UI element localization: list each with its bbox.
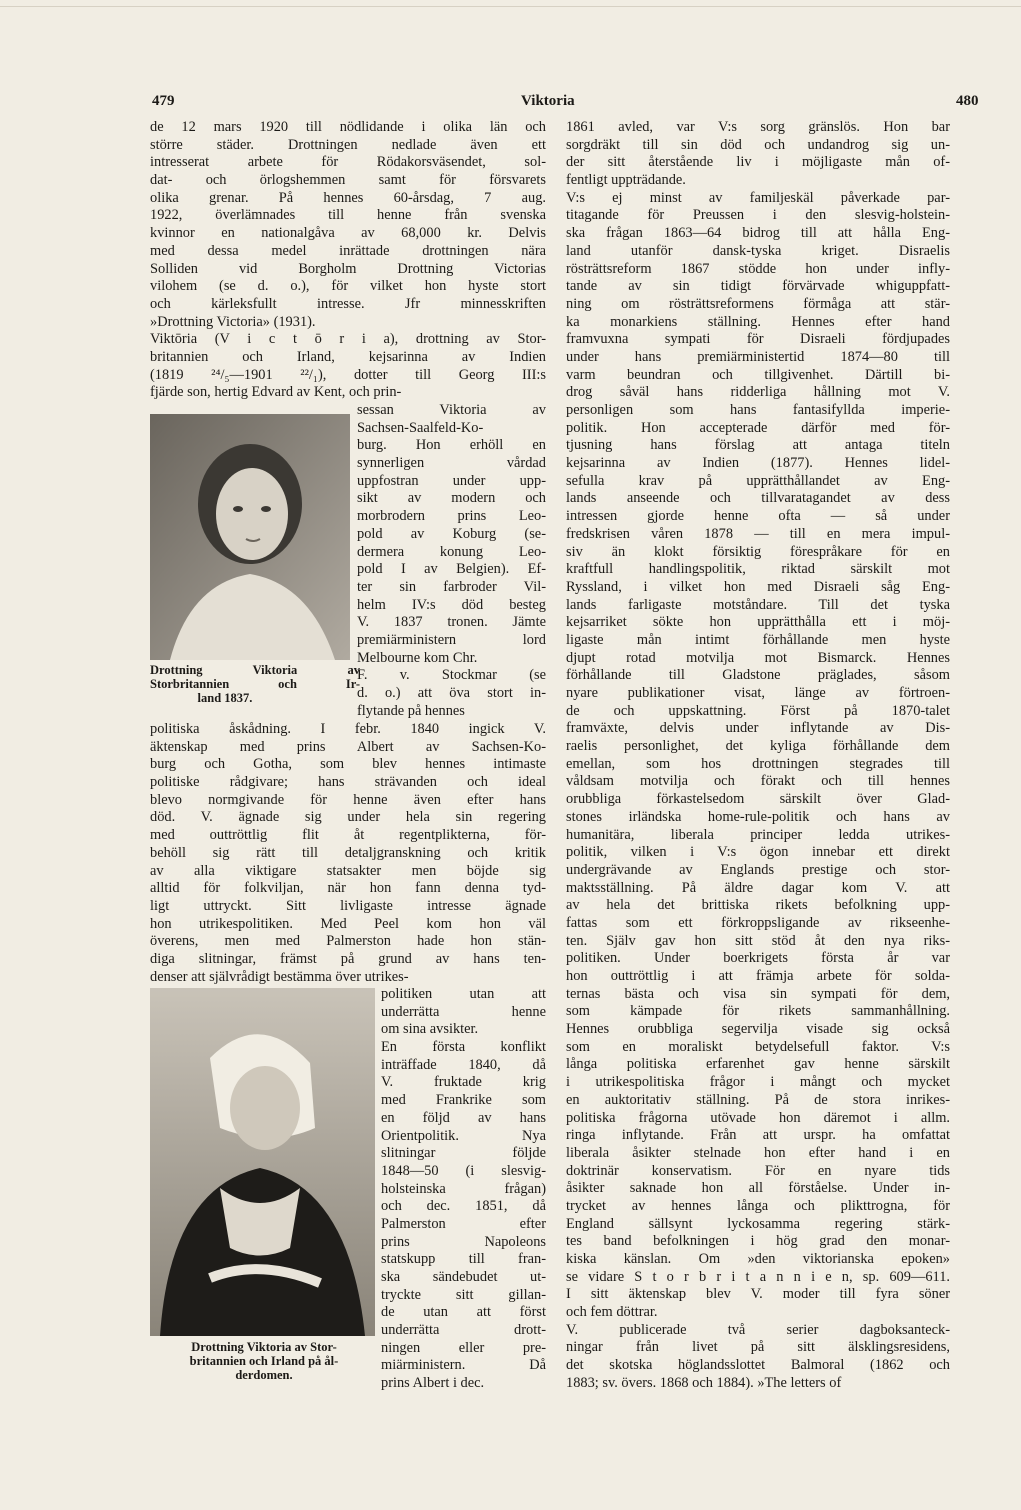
text-line: våldsam motvilja och förakt och till hennes [566, 773, 950, 790]
text-line: intresserat arbete för Rödakorsväsendet, sol- [150, 154, 546, 171]
text-line: V. fruktade krig [381, 1074, 546, 1091]
text-line: tjusning hans förslag att antaga titeln [566, 437, 950, 454]
text-line: kvinnor en nationalgåva av 68,000 kr. Delvis [150, 225, 546, 242]
text-line: ternas bästa och visa sin sympati för dem, [566, 985, 950, 1002]
caption-2-line: Drottning Viktoria av Stor- [191, 1340, 337, 1354]
text-line: överens, men med Palmerston hade hon stän- [150, 933, 546, 950]
text-line: underrätta henne [381, 1003, 546, 1020]
text-line: stones irländska home-rule-politik och hans av [566, 808, 950, 825]
text-line: åsikter saknade hon all förståelse. Under in- [566, 1180, 950, 1197]
text-line: politiska åskådning. I febr. 1840 ingick V. [150, 721, 546, 737]
text-line: ringa inflytande. Från att urspr. ha omfattat [566, 1127, 950, 1144]
text-line: sorgdräkt till sin död och undandrog sig un- [566, 136, 950, 153]
text-line: ska frågan 1863—64 bidrog till att hålla Eng- [566, 225, 950, 242]
text-line: maktsställning. På äldre dagar kom V. att [566, 879, 950, 896]
text-line: der sitt återstående liv i möjligaste mån of- [566, 154, 950, 171]
text-line: siv än klokt försiktig förespråkare för en [566, 543, 950, 560]
text-line: sefulla krav på upprätthållandet av Eng- [566, 472, 950, 489]
text-line: premiärministern lord [357, 631, 546, 648]
portrait-young-queen [150, 414, 350, 660]
portrait-elder-queen-image [150, 988, 375, 1336]
text-line: en auktoritativ ställning. På de stora inrikes- [566, 1091, 950, 1108]
text-line: framväxte, delvis under inflytande av Dis- [566, 720, 950, 737]
text-line: land utanför dansk-tyska kriget. Disraelis [566, 242, 950, 259]
text-line: och dec. 1851, då [381, 1198, 546, 1215]
text-line: Orientpolitik. Nya [381, 1127, 546, 1144]
text-line: lands anseende och tillvaratagandet av dess [566, 490, 950, 507]
left-column-wrap-1 [357, 402, 546, 720]
text-line: Palmerston efter [381, 1215, 546, 1232]
text-line: som en moraliskt betydelsefull faktor. V:s [566, 1038, 950, 1055]
text-line: politik, vilken i V:s ögon innebar ett direkt [566, 844, 950, 861]
text-line: morbrodern prins Leo- [357, 508, 546, 525]
text-line: ka monarkiens ställning. Hennes efter hand [566, 313, 950, 330]
caption-2-line: britannien och Irland på ål- [189, 1354, 339, 1368]
text-line: Sachsen-Saalfeld-Ko- [357, 419, 484, 436]
caption-2-line: derdomen. [235, 1368, 293, 1382]
text-line: kraftfull handlingspolitik, riktad särskilt mot [566, 561, 950, 578]
text-line: det skotska höglandsslottet Balmoral (1862 och [566, 1357, 950, 1374]
text-line: 1861 avled, var V:s sorg gränslös. Hon bar [566, 119, 950, 135]
text-line: England sällsynt lyckosamma regering stärk- [566, 1215, 950, 1232]
text-line: under hans premiärministertid 1874—80 till [566, 348, 950, 365]
text-line: Solliden vid Borgholm Drottning Victorias [150, 260, 546, 277]
text-line: uppfostran under upp- [357, 472, 546, 489]
text-line: I sitt äktenskap blev V. moder till fyra söner [566, 1286, 950, 1303]
text-line: V. 1837 tronen. Jämte [357, 614, 546, 631]
text-line: förhållande till Gladstone präglades, såsom [566, 667, 950, 684]
text-line: dermera konung Leo- [357, 543, 546, 560]
text-line: djupt rotad motvilja mot Bismarck. Hennes [566, 649, 950, 666]
text-line: död. V. ägnade sig under hela sin regering [150, 809, 546, 826]
text-line: prins Albert i dec. [381, 1375, 485, 1392]
text-line: V:s ej minst av familjeskäl påverkade par- [566, 189, 950, 206]
text-line: ter sin farbroder Vil- [357, 578, 546, 595]
text-line: burg. Hon erhöll en [357, 437, 546, 454]
text-line: underrätta drott- [381, 1322, 546, 1339]
caption-1-line: Storbritannien och Ir- [150, 677, 360, 691]
text-line: kiska känslan. Om »den viktorianska epoken» [566, 1251, 950, 1267]
text-line: hon outtröttlig i att främja arbete för solda- [566, 968, 950, 984]
text-line: drog såväl hans ridderliga hållning mot V. [566, 384, 950, 401]
text-line: ligaste mån intimt förhållande men hyste [566, 631, 950, 648]
text-line: politiken. Under boerkrigets första år var [566, 950, 950, 967]
text-line: synnerligen vårdad [357, 455, 546, 472]
text-line: burg och Gotha, som blev hennes intimaste [150, 756, 546, 773]
text-line: pold I av Belgien). Ef- [357, 561, 546, 578]
text-line: denser att självrådigt bestämma över utrikes- [150, 968, 409, 985]
text-line: tande av sin tidigt förvärvade whiguppfatt- [566, 278, 950, 295]
text-line: politiske rådgivare; hans strävanden och ideal [150, 774, 546, 791]
text-line: tryckte sitt gillan- [381, 1286, 546, 1303]
text-line: av alla viktigare statsakter men böjde sig [150, 862, 546, 879]
text-line: humanitära, liberala principer ledda utrikes- [566, 826, 950, 843]
text-line: rösträttsreform 1867 stödde hon under infly- [566, 260, 950, 277]
text-line: med outtröttlig flit åt regentplikterna, för- [150, 827, 546, 844]
text-line: långa politiska erfarenhet gav henne särskilt [566, 1056, 950, 1073]
text-line: de 12 mars 1920 till nödlidande i olika län och [150, 119, 546, 135]
text-line: raelis personlighet, det kyliga förhållande dem [566, 738, 950, 755]
text-line: ning om rösträttsreformens förmåga att stär- [566, 295, 950, 312]
left-column-wrap-2 [381, 986, 546, 1393]
text-line: undergrävande av Englands prestige och stor- [566, 861, 950, 878]
text-line: prins Napoleons [381, 1233, 546, 1250]
text-line: (1819 ²⁴/₅—1901 ²²/₁), dotter till Georg III:s [150, 366, 546, 383]
text-line: med dessa medel inrättade drottningen nära [150, 242, 546, 259]
text-line: Hennes orubbliga segervilja visade sig också [566, 1021, 950, 1038]
text-line: sikt av modern och [357, 490, 546, 507]
text-line: politiska frågorna utövade hon däremot i allm. [566, 1109, 950, 1126]
text-line: se vidare S t o r b r i t a n n i e n, sp. 609—611. [566, 1268, 950, 1285]
text-line: och fem döttrar. [566, 1304, 658, 1321]
text-line: Ryssland, i vilket hon med Disraeli såg Eng- [566, 578, 950, 595]
text-line: lands farligaste motståndare. Till det tyska [566, 596, 950, 613]
right-page-number: 480 [956, 93, 979, 109]
text-line: framvuxna sympati för Disraeli fördjupades [566, 331, 950, 348]
text-line: med Frankrike som [381, 1092, 546, 1109]
text-line: »Drottning Victoria» (1931). [150, 313, 316, 330]
text-line: Melbourne kom Chr. [357, 649, 478, 666]
text-line: flytande på hennes [357, 702, 465, 719]
text-line: en följd av hans [381, 1109, 546, 1126]
text-line: ska sändebudet ut- [381, 1269, 546, 1285]
text-line: doktrinär konservatism. För en nyare tids [566, 1162, 950, 1179]
text-line: trycket av hennes långa och plikttrogna, för [566, 1197, 950, 1214]
text-line: Viktōria (V i c t ō r i a), drottning av Stor- [150, 331, 546, 348]
page-title: Viktoria [521, 93, 575, 109]
left-column-middle [150, 721, 546, 986]
text-line: varm beundran och tillgivenhet. Därtill bi- [566, 366, 950, 383]
text-line: 1883; sv. övers. 1868 och 1884). »The letters of [566, 1374, 842, 1391]
text-line: de utan att först [381, 1304, 546, 1321]
text-line: äktenskap med prins Albert av Sachsen-Ko- [150, 738, 546, 755]
text-line: hon utrikespolitiken. Med Peel kom hon väl [150, 915, 546, 932]
text-line: tes band befolkningen i hög grad den monar- [566, 1233, 950, 1250]
text-line: fjärde son, hertig Edvard av Kent, och prin- [150, 384, 402, 401]
text-line: sessan Viktoria av [357, 402, 546, 418]
text-line: diga slitningar, främst på grund av hans ten- [150, 950, 546, 967]
text-line: britannien och Irland, kejsarinna av Indien [150, 348, 546, 365]
text-line: miärministern. Då [381, 1357, 546, 1374]
text-line: ningen eller pre- [381, 1339, 546, 1356]
text-line: holsteinska frågan) [381, 1180, 546, 1197]
text-line: V. publicerade två serier dagboksanteck- [566, 1321, 950, 1338]
text-line: fredskrisen våren 1878 — till en mera impul- [566, 525, 950, 542]
text-line: liberala åsikter stelnade hon efter hand i en [566, 1144, 950, 1161]
text-line: orubbliga förkastelsedom särskilt över Glad- [566, 791, 950, 808]
text-line: om sina avsikter. [381, 1021, 479, 1038]
text-line: dat- och örlogshemmen samt för försvarets [150, 172, 546, 189]
text-line: emellan, som hos drottningen stegrades till [566, 755, 950, 772]
top-edge-line [0, 6, 1021, 7]
text-line: helm IV:s död besteg [357, 596, 546, 613]
text-line: personligen som hans fantasifyllda imperie- [566, 402, 950, 418]
text-line: En första konflikt [381, 1039, 546, 1056]
text-line: kejsarriket sökte hon upprätthålla ett i möj- [566, 614, 950, 631]
text-line: alltid för folkviljan, när hon fann denna tyd- [150, 880, 546, 897]
text-line: politiken utan att [381, 986, 546, 1002]
portrait-elder-queen [150, 988, 375, 1336]
text-line: pold av Koburg (se- [357, 525, 546, 542]
caption-1-line: land 1837. [197, 691, 253, 705]
text-line: inträffade 1840, då [381, 1056, 546, 1073]
text-line: politik. Hon accepterade därför med för- [566, 419, 950, 436]
text-line: i utrikespolitiska frågor i mångt och mycket [566, 1074, 950, 1091]
text-line: 1848—50 (i slesvig- [381, 1162, 546, 1179]
text-line: större städer. Drottningen nedlade även ett [150, 136, 546, 153]
left-column-top [150, 119, 546, 402]
caption-1-line: Drottning Viktoria av [150, 663, 360, 677]
text-line: statskupp till fran- [381, 1251, 546, 1268]
text-line: titagande för Preussen i den slesvig-holstein- [566, 207, 950, 224]
text-line: ningar från livet på sitt älsklingsresidens, [566, 1339, 950, 1356]
text-line: och kärleksfullt intresse. Jfr minnesskriften [150, 295, 546, 312]
text-line: fattas som ett förkroppsligande av rikseenhe- [566, 914, 950, 931]
text-line: olika grenar. På hennes 60-årsdag, 7 aug. [150, 189, 546, 206]
caption-portrait-2 [150, 1340, 378, 1382]
text-line: som kämpade för rikets sammanhållning. [566, 1003, 950, 1020]
text-line: F. v. Stockmar (se [357, 667, 546, 684]
text-line: blevo normgivande för henne även efter hans [150, 791, 546, 808]
caption-portrait-1 [150, 663, 360, 705]
text-line: d. o.) att öva stort in- [357, 685, 546, 701]
text-line: 1922, överlämnades till henne från svenska [150, 207, 546, 224]
text-line: de och uppskattning. Först på 1870-talet [566, 702, 950, 719]
text-line: ten. Själv gav hon sitt stöd åt den nya riks- [566, 932, 950, 949]
left-page-number: 479 [152, 93, 175, 109]
text-line: slitningar följde [381, 1145, 546, 1162]
portrait-young-queen-image [150, 414, 350, 660]
text-line: behöll sig rätt till detaljgranskning och kritik [150, 844, 546, 861]
text-line: intressen gjorde henne ofta — så under [566, 508, 950, 525]
text-line: nyare publikationer visat, länge av förtroen- [566, 685, 950, 701]
text-line: kejsarinna av Indien (1877). Hennes lidel- [566, 455, 950, 472]
text-line: av hela det brittiska rikets befolkning upp- [566, 897, 950, 914]
right-column [566, 119, 950, 1393]
text-line: vilohem (se d. o.), för vilket hon hyste stort [150, 278, 546, 295]
text-line: fentligt uppträdande. [566, 172, 686, 189]
text-line: ligt uttryckt. Sitt livligaste intresse ägnade [150, 897, 546, 914]
